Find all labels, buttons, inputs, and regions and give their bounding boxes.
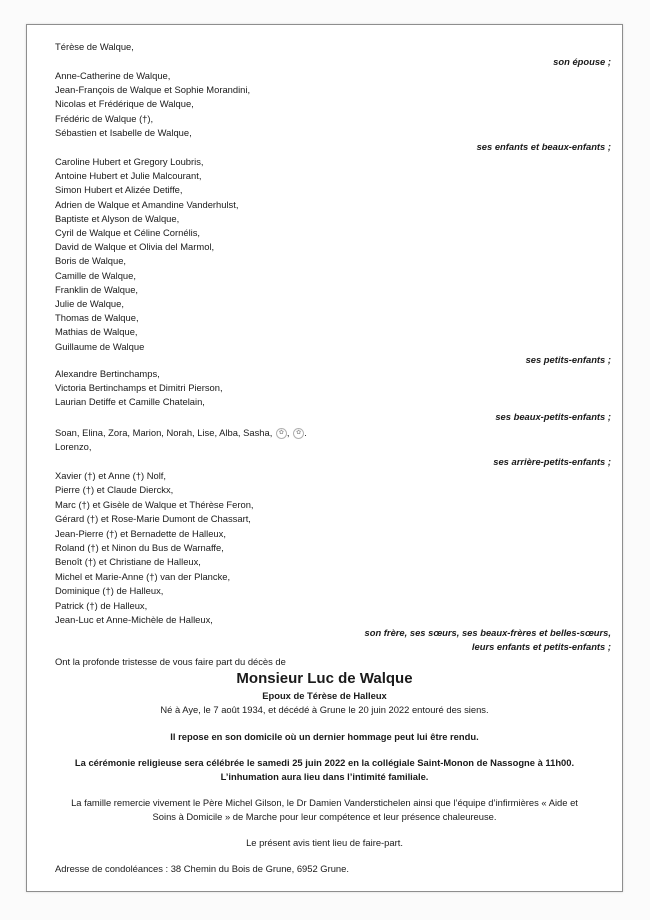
list-item: Xavier (†) et Anne (†) Nolf,: [55, 470, 166, 481]
burial-line: L’inhumation aura lieu dans l’intimité familiale.: [220, 771, 429, 782]
list-item: Julie de Walque,: [55, 298, 124, 309]
grandchildren-role: ses petits-enfants ;: [525, 354, 611, 365]
wife-name: Térèse de Walque,: [55, 41, 134, 52]
thanks-line-1: La famille remercie vivement le Père Michel Gilson, le Dr Damien Vanderstichelen ainsi que l’équipe d’infirmières « Aide et: [71, 797, 578, 808]
flower-icon: ✿: [276, 428, 287, 439]
deceased-name: Monsieur Luc de Walque: [236, 670, 413, 687]
birth-death-line: Né à Aye, le 7 août 1934, et décédé à Grune le 20 juin 2022 entouré des siens.: [160, 704, 489, 715]
ceremony-line: La cérémonie religieuse sera célébrée le samedi 25 juin 2022 en la collégiale Saint-Monon de Nassogne à 11h00.: [74, 757, 575, 768]
children-role: ses enfants et beaux-enfants ;: [476, 141, 611, 152]
intro-text: Ont la profonde tristesse de vous faire part du décès de: [55, 656, 286, 667]
list-item: Jean-François de Walque et Sophie Morandini,: [55, 84, 251, 96]
list-item: Cyril de Walque et Céline Cornélis,: [55, 227, 201, 238]
wife-role: son épouse ;: [553, 56, 611, 67]
list-item: Alexandre Bertinchamps,: [55, 368, 160, 379]
list-item: Patrick (†) de Halleux,: [55, 599, 148, 611]
list-item: Guillaume de Walque: [55, 340, 145, 352]
rest-line: Il repose en son domicile où un dernier hommage peut lui être rendu.: [170, 731, 479, 742]
list-item: Marc (†) et Gisèle de Walque et Thérèse Feron,: [55, 498, 254, 510]
list-item: Mathias de Walque,: [55, 326, 138, 338]
step-grandchildren-role: ses beaux-petits-enfants ;: [495, 411, 611, 422]
address-label: Adresse de condoléances :: [55, 863, 169, 874]
great-grandchildren-line: Soan, Elina, Zora, Marion, Norah, Lise, Alba, Sasha, ✿ , ✿ .: [55, 427, 307, 438]
obituary-document: [26, 24, 623, 892]
list-item: Camille de Walque,: [55, 269, 136, 281]
list-item: Laurian Detiffe et Camille Chatelain,: [55, 396, 205, 408]
siblings-role-2: leurs enfants et petits-enfants ;: [471, 641, 611, 652]
list-item: Sébastien et Isabelle de Walque,: [55, 126, 192, 138]
list-item: Michel et Marie-Anne (†) van der Plancke,: [55, 570, 231, 582]
great-grandchildren-line-2: Lorenzo,: [55, 441, 92, 452]
flower-icon: ✿: [293, 428, 304, 439]
great-grandchildren-names: Soan, Elina, Zora, Marion, Norah, Lise, Alba, Sasha,: [55, 427, 273, 438]
list-item: Thomas de Walque,: [55, 312, 139, 324]
list-item: Benoît (†) et Christiane de Halleux,: [55, 556, 201, 568]
list-item: Dominique (†) de Halleux,: [55, 585, 164, 597]
list-item: Boris de Walque,: [55, 255, 127, 267]
great-grandchildren-role: ses arrière-petits-enfants ;: [493, 456, 611, 467]
address-line: [55, 862, 349, 875]
list-item: Pierre (†) et Claude Dierckx,: [55, 484, 174, 496]
address-value: 38 Chemin du Bois de Grune, 6952 Grune.: [170, 863, 349, 874]
list-item: Gérard (†) et Rose-Marie Dumont de Chassart,: [55, 513, 251, 525]
notice-line: Le présent avis tient lieu de faire-part.: [246, 837, 403, 848]
list-item: Victoria Bertinchamps et Dimitri Pierson,: [55, 382, 223, 394]
spouse-line: Epoux de Térèse de Halleux: [262, 690, 387, 701]
list-item: Adrien de Walque et Amandine Vanderhulst,: [55, 198, 239, 210]
list-item: Frédéric de Walque (†),: [55, 112, 154, 124]
list-item: Caroline Hubert et Gregory Loubris,: [55, 156, 204, 167]
thanks-line-2: Soins à Domicile » de Marche pour leur compétence et leur présence chaleureuse.: [152, 811, 497, 822]
list-item: Jean-Pierre (†) et Bernadette de Halleux,: [55, 527, 226, 539]
list-item: David de Walque et Olivia del Marmol,: [55, 241, 215, 253]
list-item: Jean-Luc et Anne-Michèle de Halleux,: [55, 614, 213, 625]
list-item: Simon Hubert et Alizée Detiffe,: [55, 184, 183, 196]
list-item: Baptiste et Alyson de Walque,: [55, 212, 180, 224]
list-item: Franklin de Walque,: [55, 283, 139, 295]
list-item: Antoine Hubert et Julie Malcourant,: [55, 170, 202, 182]
list-item: Anne-Catherine de Walque,: [55, 70, 171, 81]
list-item: Nicolas et Frédérique de Walque,: [55, 98, 194, 110]
siblings-role-1: son frère, ses sœurs, ses beaux-frères et belles-sœurs,: [364, 627, 611, 638]
list-item: Roland (†) et Ninon du Bus de Warnaffe,: [55, 542, 224, 553]
